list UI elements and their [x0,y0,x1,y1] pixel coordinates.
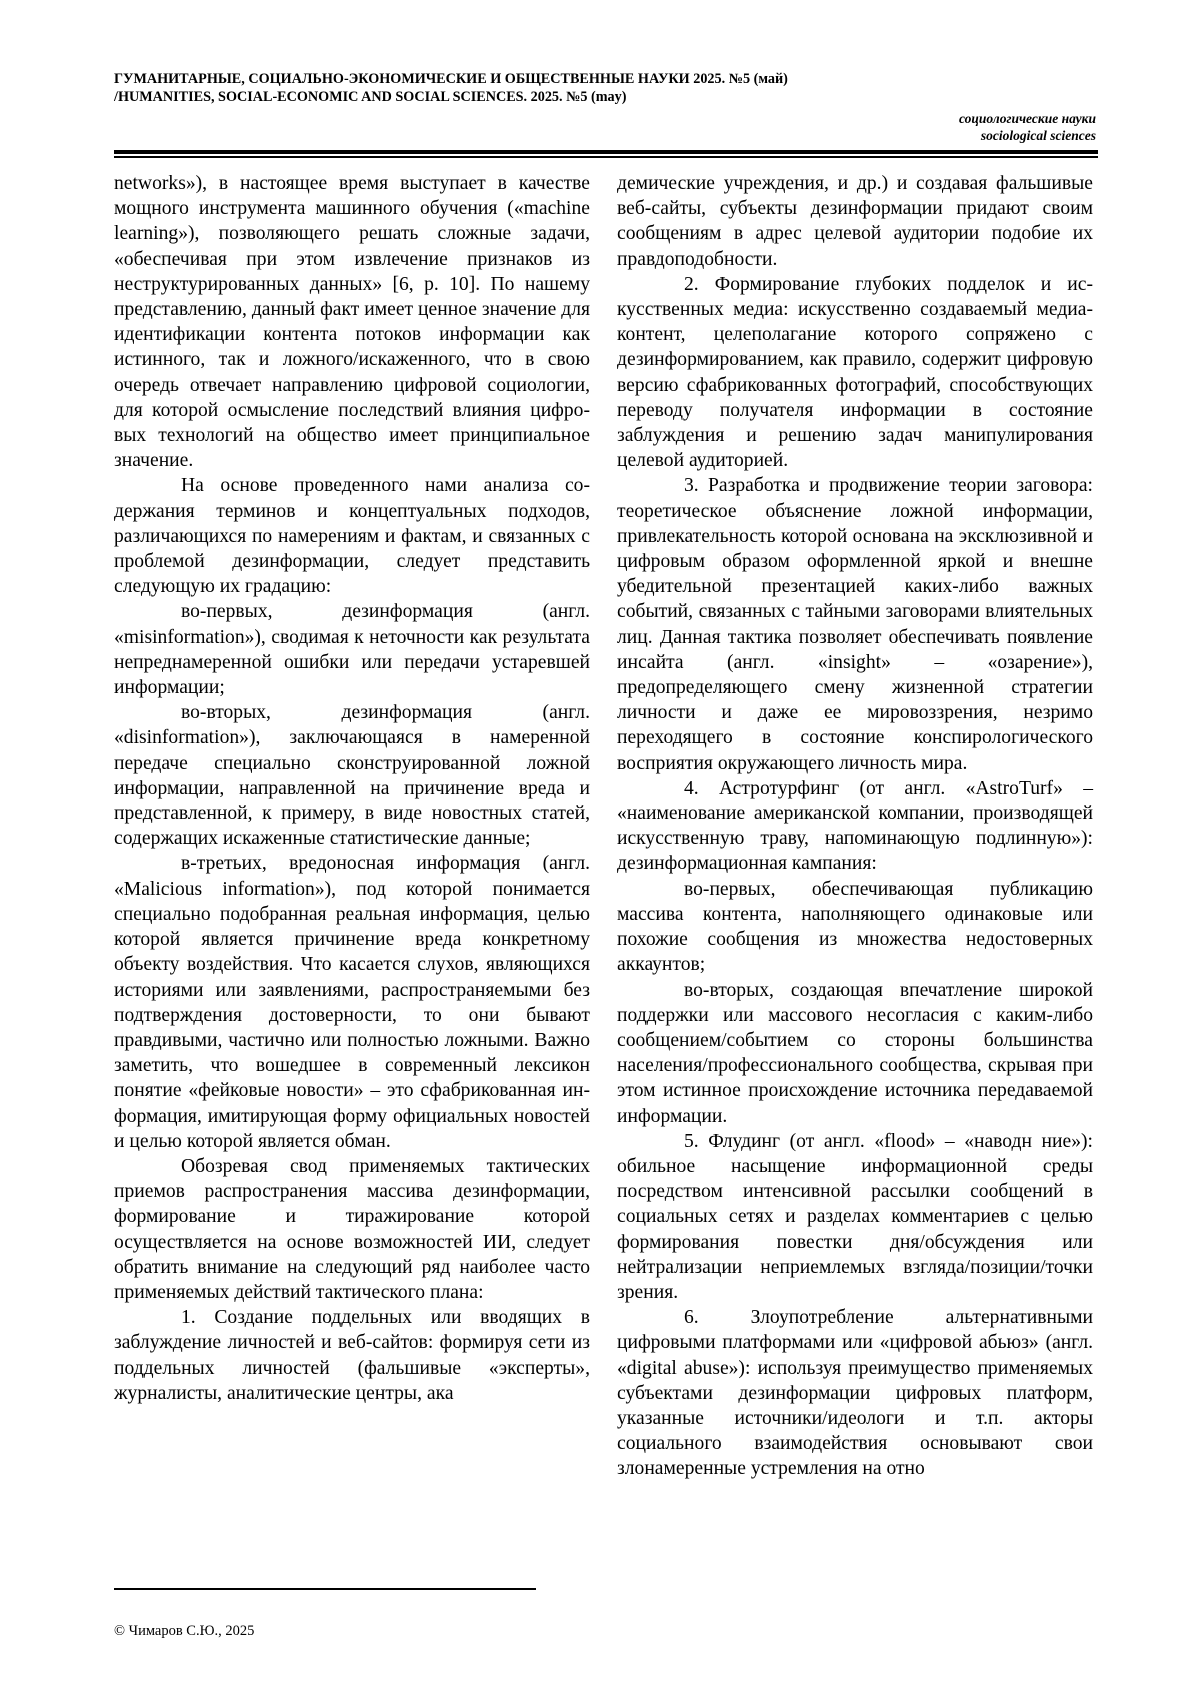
paragraph: 5. Флудинг (от англ. «flood» – «наводн ние»): обильное насыщение информационной среды посредством интенсивной рассылки сообщений в социальных сетях и разделах комментариев с целью формирования повестки дня/обсуждения или нейтрализации неприемлемых взгляда/позиции/точки зрения. [617,1130,1093,1303]
left-column [114,171,590,1406]
paragraph: во-вторых, создающая впечатление широкой поддержки или массового несогласия с каким-либо сообщением/событием со стороны большинства населения/профессионального сообщества, скрывая при этом истинное происхождение источника передаваемой информации. [617,979,1093,1127]
section-label-ru: социологические науки [958,111,1096,126]
paragraph: 4. Астротурфинг (от англ. «AstroTurf» – «наименование американской компании, производящей искусственную траву, напоминающую подлинную»): дезинформационная кампания: [617,777,1093,875]
paragraph: 6. Злоупотребление альтернативными цифровыми платформами или «цифровой абьюз» (англ. «digital abuse»): используя преимущество применяемых субъектами дезинформации цифровых платформ, указанные источники/идеологи и т.п. акторы социального взаимодействия основывают свои злонамеренные устремления на отно [617,1307,1093,1480]
running-header [114,70,1094,106]
paragraph: во-первых, обеспечивающая публикацию массива контента, наполняющего одинаковые или похожие сообщения из множества недостоверных аккаунтов; [617,878,1093,976]
paragraph: во-вторых, дезинформация (англ. «disinformation»), заключающаяся в намеренной передаче специально сконструированной ложной информации, направленной на причинение вреда и представленной, к примеру, в виде новостных статей, содержащих искаженные статистические данные; [114,702,590,850]
paragraph: 3. Разработка и продвижение теории заговора: теоретическое объяснение ложной информации, привлекательность которой основана на эксклюзивной и цифровым образом оформленной яркой и внешне убедительной презентацией каких-либо важных событий, связанных с тайными заговорами влиятельных лиц. Данная тактика позволяет обеспечивать появление инсайта (англ. «insight» – «озарение»), предопределяющего смену жизненной стратегии личности и даже ее мировоззрения, незримо переходящего в состояние конспирологического восприятия окружающего личность мира. [617,475,1093,774]
paragraph: 2. Формирование глубоких подделок и искусственных медиа: искусственно создаваемый медиа-контент, целеполагание которого сопряжено с дезинформированием, как правило, содержит цифровую версию сфабрикованных фотографий, способствующих переводу получателя информации в состояние заблуждения и решению задач манипулирования целевой аудиторией. [617,273,1093,472]
header-rule-thick [114,150,1098,154]
paragraph: На основе проведенного нами анализа содержания терминов и концептуальных подходов, различающихся по намерениям и фактам, и связанных с проблемой дезинформации, следует представить следующую их градацию: [114,475,590,598]
paragraph: 1. Создание поддельных или вводящих в заблуждение личностей и веб-сайтов: формируя сети из поддельных личностей (фальшивые «эксперты», журналисты, аналитические центры, ака [114,1307,590,1404]
paragraph: во-первых, дезинформация (англ. «misinformation»), сводимая к неточности как результата непреднамеренной ошибки или передачи устаревшей информации; [114,601,590,699]
journal-title-en: /HUMANITIES, SOCIAL-ECONOMIC AND SOCIAL SCIENCES. 2025. №5 (may) [114,89,627,105]
journal-title-ru: ГУМАНИТАРНЫЕ, СОЦИАЛЬНО-ЭКОНОМИЧЕСКИЕ И ОБЩЕСТВЕННЫЕ НАУКИ 2025. №5 (май) [114,71,788,87]
paragraph: networks»), в настоящее время выступает в качестве мощного инструмента машинного обучения («machine learning»), позволяющего решать сложные задачи, «обеспечивая при этом извлечение признаков из неструктурированных данных» [6, p. 10]. По нашему представлению, данный факт имеет ценное значение для идентификации контента потоков информации как истинного, так и ложного/искаженного, что в свою очередь отвечает направлению цифровой социологии, для которой осмысление последствий влияния цифровых технологий на общество имеет принципиальное значение. [114,173,590,472]
paragraph: Обозревая свод применяемых тактических приемов распространения массива дезинформации, формирование и тиражирование которой осуществляется на основе возможностей ИИ, следует обратить внимание на следующий ряд наиболее часто применяемых действий тактического плана: [114,1155,590,1303]
section-label-en: sociological sciences [980,128,1096,143]
header-rule-thin [114,156,1098,158]
right-column [617,171,1093,1482]
footnote-rule [114,1588,536,1590]
copyright-notice: © Чимаров С.Ю., 2025 [114,1623,255,1639]
paragraph: в-третьих, вредоносная информация (англ. «Malicious information»), под которой понимается специально подобранная реальная информация, целью которой является причинение вреда конкретному объекту воздействия. Что касается слухов, являющихся историями или заявлениями, распространяемыми без подтверждения достоверности, то они бывают правдивыми, частично или полностью ложными. Важно заметить, что вошедшее в современный лексикон понятие «фейковые новости» – это сфабрикованная информация, имитирующая форму официальных новостей и целью которой является обман. [114,853,590,1152]
paragraph: демические учреждения, и др.) и создавая фальшивые веб-сайты, субъекты дезинформации придают своим сообщениям в адрес целевой аудитории подобие их правдоподобности. [617,173,1093,270]
